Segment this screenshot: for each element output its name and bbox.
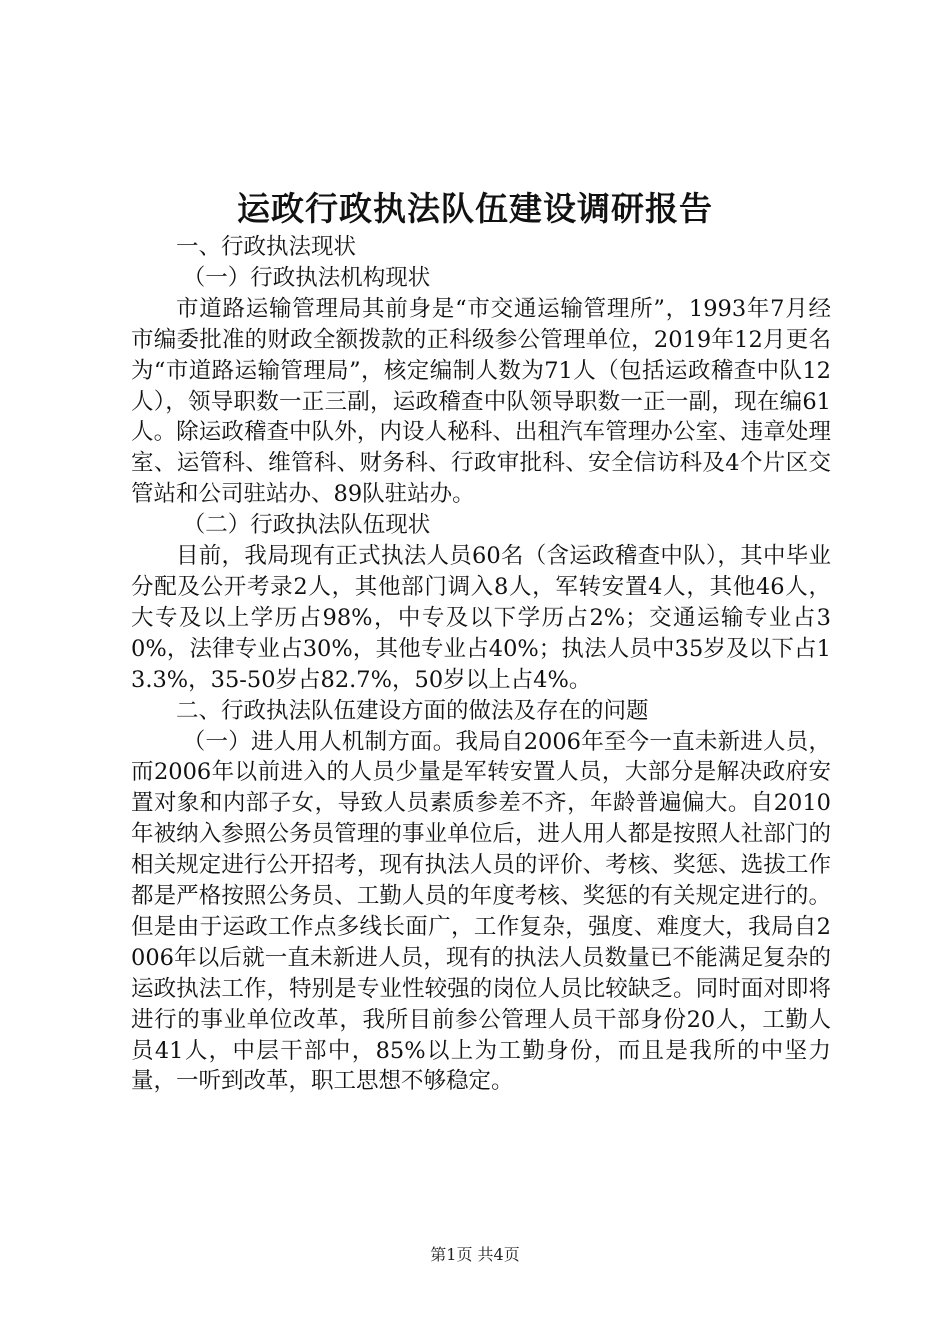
body-paragraph: （一）进人用人机制方面。我局自2006年至今一直未新进人员，而2006年以前进入的人员少量是军转安置人员，大部分是解决政府安置对象和内部子女，导致人员素质参差不齐，年龄普遍偏大。自2010年被纳入参照公务员管理的事业单位后，进人用人都是按照人社部门的相关规定进行公开招考，现有执法人员的评价、考核、奖惩、选拔工作都是严格按照公务员、工勤人员的年度考核、奖惩的有关规定进行的。但是由于运政工作点多线长面广，工作复杂，强度、难度大，我局自2006年以后就一直未新进人员，现有的执法人员数量已不能满足复杂的运政执法工作，特别是专业性较强的岗位人员比较缺乏。同时面对即将进行的事业单位改革，我所目前参公管理人员干部身份20人，工勤人员41人，中层干部中，85%以上为工勤身份，而且是我所的中坚力量，一听到改革，职工思想不够稳定。 <box>131 728 831 1095</box>
section-heading-2: 二、行政执法队伍建设方面的做法及存在的问题 <box>176 697 649 724</box>
subsection-heading-1-2: （二）行政执法队伍现状 <box>182 512 431 539</box>
document-title: 运政行政执法队伍建设调研报告 <box>237 189 713 228</box>
body-paragraph: 市道路运输管理局其前身是“市交通运输管理所”，1993年7月经市编委批准的财政全额拨款的正科级参公管理单位，2019年12月更名为“市道路运输管理局”，核定编制人数为71人（包括运政稽查中队12人），领导职数一正三副，运政稽查中队领导职数一正一副，现在编61人。除运政稽查中队外，内设人秘科、出租汽车管理办公室、违章处理室、运管科、维管科、财务科、行政审批科、安全信访科及4个片区交管站和公司驻站办、89队驻站办。 <box>131 295 831 508</box>
subsection-heading-1-1: （一）行政执法机构现状 <box>182 264 431 291</box>
page-number-footer: 第1页 共4页 <box>430 1245 520 1264</box>
section-heading-1: 一、行政执法现状 <box>176 234 357 260</box>
body-paragraph: 目前，我局现有正式执法人员60名（含运政稽查中队），其中毕业分配及公开考录2人，其他部门调入8人，军转安置4人，其他46人，大专及以上学历占98%，中专及以下学历占2%；交通运输专业占30%，法律专业占30%，其他专业占40%；执法人员中35岁及以下占13.3%，35-50岁占82.7%，50岁以上占4%。 <box>131 543 831 693</box>
document-body <box>131 232 831 1097</box>
